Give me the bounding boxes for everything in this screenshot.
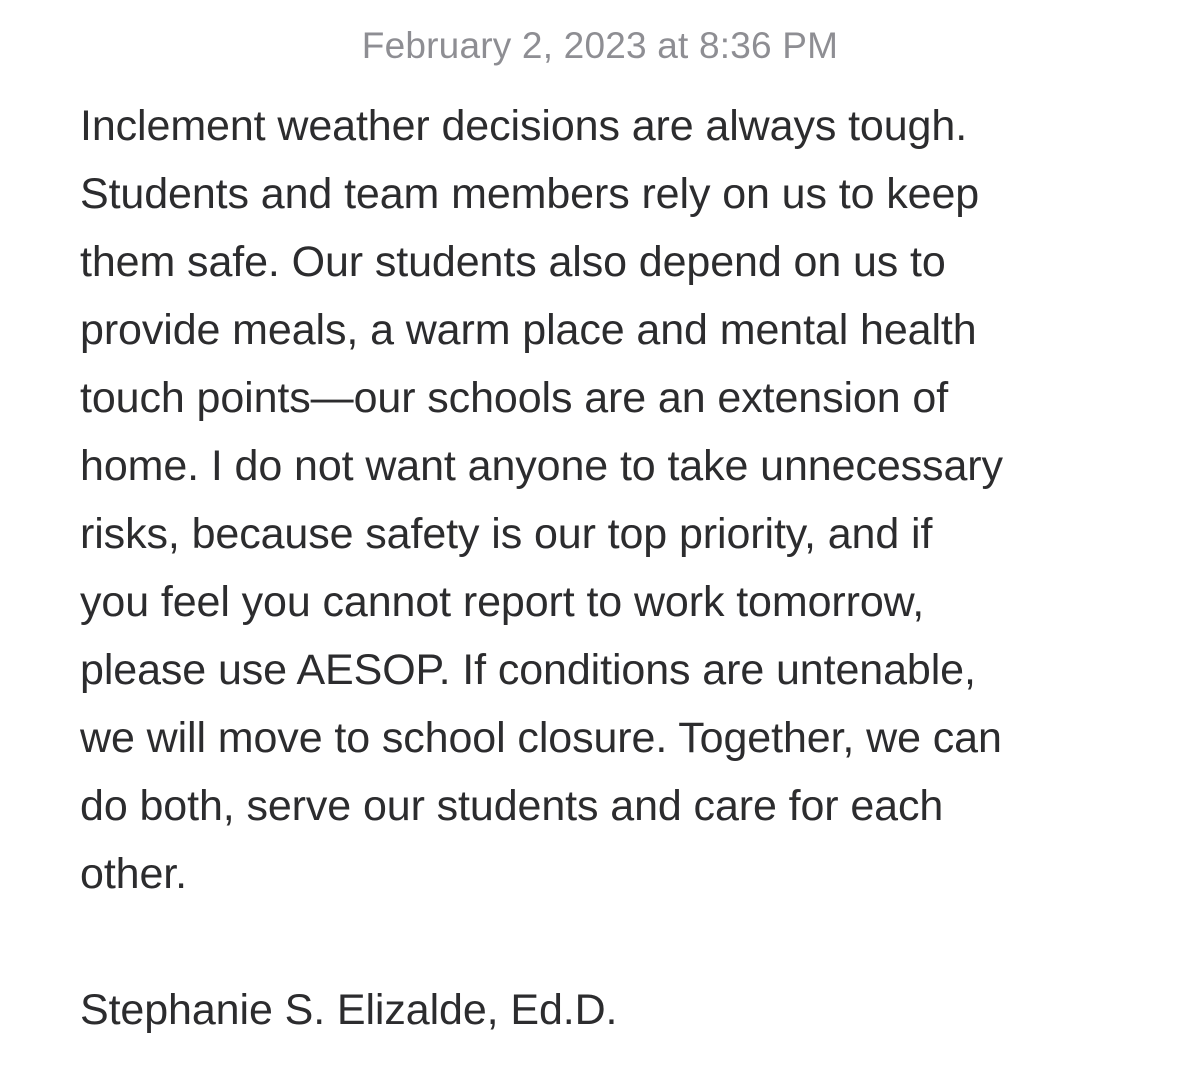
note-line: you feel you cannot report to work tomorrow,	[80, 578, 925, 626]
note-line: Inclement weather decisions are always tough.	[80, 102, 968, 150]
note-line: we will move to school closure. Together, we can	[80, 714, 1002, 762]
blank-line	[80, 908, 1170, 976]
note-signature: Stephanie S. Elizalde, Ed.D.	[80, 986, 618, 1034]
note-line: touch points—our schools are an extension of	[80, 374, 949, 422]
note-line: provide meals, a warm place and mental health	[80, 306, 977, 354]
note-line: risks, because safety is our top priority, and if	[80, 510, 933, 558]
note-line: Students and team members rely on us to keep	[80, 170, 980, 218]
note-line: them safe. Our students also depend on us to	[80, 238, 946, 286]
note-line: home. I do not want anyone to take unnecessary	[80, 442, 1003, 490]
note-timestamp: February 2, 2023 at 8:36 PM	[361, 25, 839, 66]
note-line: do both, serve our students and care for each	[80, 782, 944, 830]
note-line: other.	[80, 850, 187, 898]
note-line: please use AESOP. If conditions are untenable,	[80, 646, 976, 694]
note-body-text[interactable]	[80, 92, 1170, 1044]
